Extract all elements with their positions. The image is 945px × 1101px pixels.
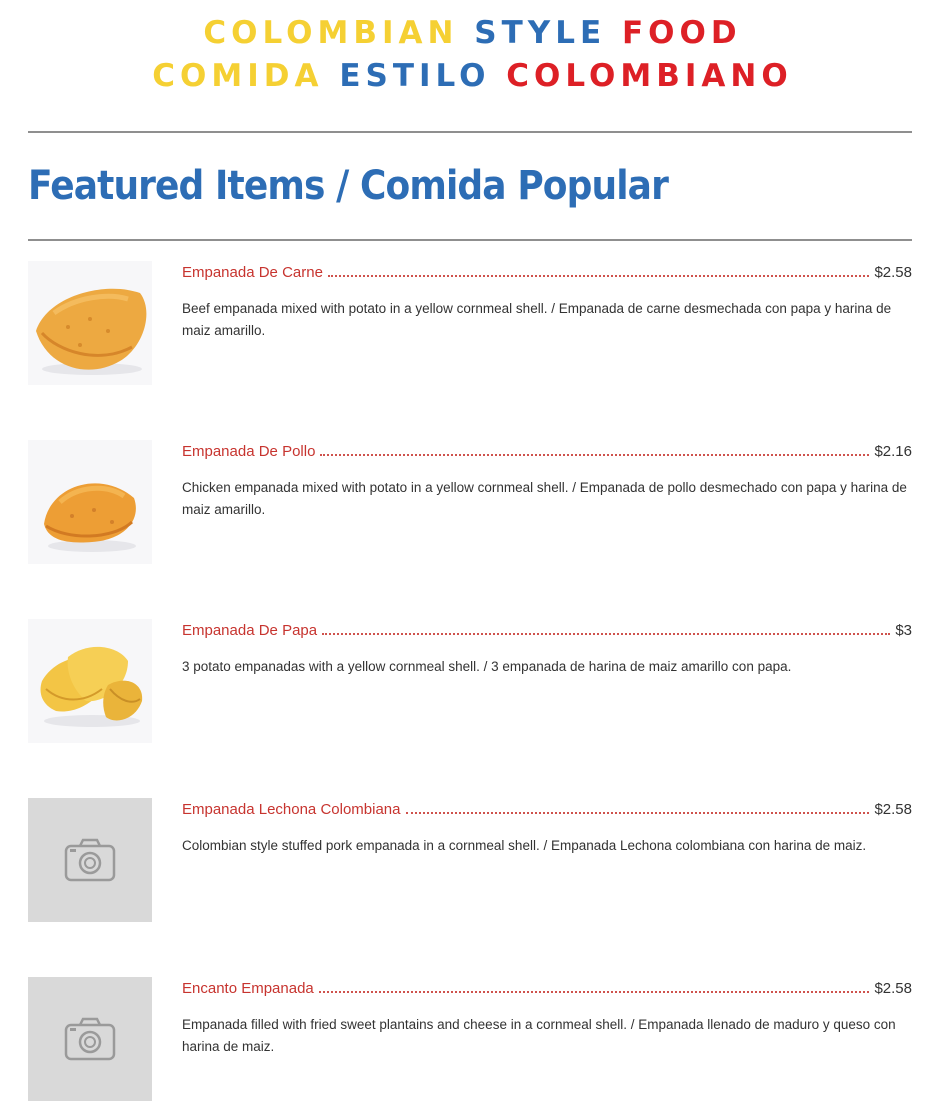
dotted-leader <box>320 442 869 456</box>
item-name[interactable]: Empanada Lechona Colombiana <box>182 801 401 818</box>
item-name[interactable]: Encanto Empanada <box>182 980 314 997</box>
item-header <box>182 979 912 1001</box>
item-description: Colombian style stuffed pork empanada in a cornmeal shell. / Empanada Lechona colombiana con harina de maiz. <box>182 838 867 853</box>
item-header <box>182 263 912 285</box>
divider <box>28 131 912 133</box>
item-photo[interactable] <box>28 440 152 564</box>
item-photo[interactable] <box>28 261 152 385</box>
empanadas-image <box>28 619 152 743</box>
item-price: $2.58 <box>874 801 912 818</box>
item-photo-placeholder[interactable] <box>28 977 152 1101</box>
item-name[interactable]: Empanada De Carne <box>182 264 323 281</box>
item-description: Beef empanada mixed with potato in a yellow cornmeal shell. / Empanada de carne desmechada con papa y harina de maiz amarillo. <box>182 301 892 338</box>
brand-title-english <box>0 13 945 53</box>
brand-title-spanish <box>0 56 945 96</box>
dotted-leader <box>322 621 890 635</box>
item-photo[interactable] <box>28 619 152 743</box>
brand-word: COMIDA <box>152 58 324 94</box>
brand-word: COLOMBIANO <box>506 58 793 94</box>
item-header <box>182 621 912 643</box>
menu-item[interactable] <box>28 977 912 1101</box>
item-name[interactable]: Empanada De Papa <box>182 622 318 639</box>
brand-word: ESTILO <box>339 58 491 94</box>
empanada-image <box>28 261 152 385</box>
item-price: $2.16 <box>874 443 912 460</box>
empanada-image <box>28 440 152 564</box>
item-header <box>182 442 912 464</box>
item-price: $3 <box>895 622 912 639</box>
menu-item[interactable] <box>28 619 912 743</box>
brand-word: COLOMBIAN <box>203 15 459 51</box>
item-name[interactable]: Empanada De Pollo <box>182 443 316 460</box>
item-price: $2.58 <box>874 264 912 281</box>
brand-word: FOOD <box>621 15 742 51</box>
item-header <box>182 800 912 822</box>
brand-word: STYLE <box>474 15 607 51</box>
section-title: Featured Items / Comida Popular <box>28 163 668 209</box>
menu-item[interactable] <box>28 440 912 564</box>
dotted-leader <box>406 800 870 814</box>
divider <box>28 239 912 241</box>
item-description: Chicken empanada mixed with potato in a yellow cornmeal shell. / Empanada de pollo desmechado con papa y harina de maiz amarillo. <box>182 480 907 517</box>
camera-placeholder-icon <box>28 798 152 922</box>
item-photo-placeholder[interactable] <box>28 798 152 922</box>
item-price: $2.58 <box>874 980 912 997</box>
dotted-leader <box>328 263 870 277</box>
menu-item[interactable] <box>28 798 912 922</box>
dotted-leader <box>319 979 870 993</box>
item-description: Empanada filled with fried sweet plantains and cheese in a cornmeal shell. / Empanada llenado de maduro y queso con harina de maiz. <box>182 1017 896 1054</box>
item-description: 3 potato empanadas with a yellow cornmeal shell. / 3 empanada de harina de maiz amarillo con papa. <box>182 659 792 674</box>
camera-placeholder-icon <box>28 977 152 1101</box>
menu-item[interactable] <box>28 261 912 385</box>
